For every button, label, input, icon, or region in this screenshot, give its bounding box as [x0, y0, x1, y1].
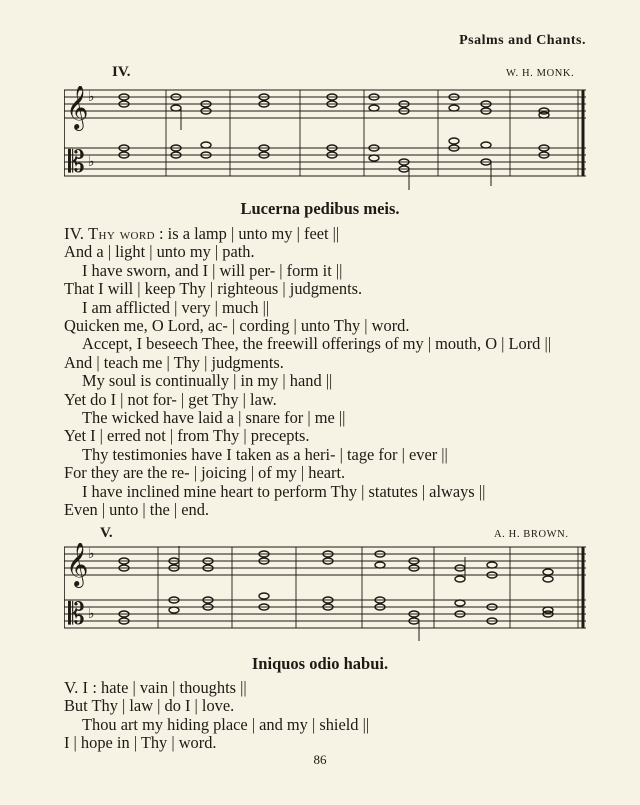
chant-iv-label: IV. [112, 64, 131, 80]
svg-text:♭: ♭ [88, 607, 95, 622]
svg-text:♭: ♭ [88, 90, 95, 105]
psalm-iv-first-words: Thy word [88, 224, 155, 243]
chant-v-label: V. [100, 525, 113, 541]
psalm-iv-first-line [64, 225, 604, 243]
svg-text:𝄞: 𝄞 [66, 86, 89, 129]
psalm-iv-verse-line: I have inclined mine heart to perform Thy | statutes | always || [82, 481, 486, 501]
svg-text:♭: ♭ [88, 547, 95, 562]
running-head: Psalms and Chants. [459, 33, 586, 48]
psalm-iv-title: Lucerna pedibus meis. [240, 199, 400, 218]
psalm-v-number: V. [64, 678, 79, 697]
psalm-iv-text [64, 225, 604, 520]
psalm-iv-verse-line: That I will | keep Thy | righteous | judgments. [64, 279, 363, 299]
chant-v-score [64, 543, 588, 643]
chant-v-music-notation [64, 543, 588, 643]
psalm-v-title: Iniquos odio habui. [251, 654, 389, 673]
psalm-iv-verse-line: Yet do I | not for- | get Thy | law. [64, 389, 277, 409]
psalm-iv-verse-line: The wicked have laid a | snare for | me || [82, 408, 346, 428]
psalm-iv-verse-line: My soul is continually | in my | hand || [82, 371, 333, 391]
psalm-v-verse-line: I | hope in | Thy | word. [64, 733, 217, 753]
psalm-iv-verse-line: Thy testimonies have I taken as a heri- | tage for | ever || [82, 444, 448, 464]
psalm-iv-number: IV. [64, 224, 84, 243]
psalm-v-verse-line: But Thy | law | do I | love. [64, 696, 235, 716]
psalm-iv-verse-line: And | teach me | Thy | judgments. [64, 352, 284, 372]
psalm-iv-first-line-rest: : is a lamp | unto my | feet || [154, 224, 340, 243]
psalm-iv-verse-line: Quicken me, O Lord, ac- | cording | unto Thy | word. [64, 316, 410, 336]
svg-text:𝄡: 𝄡 [68, 145, 85, 180]
chant-iv-score [64, 86, 588, 194]
psalm-iv-verse-line: And a | light | unto my | path. [64, 242, 255, 262]
psalm-iv-verse-line: Even | unto | the | end. [64, 500, 210, 520]
svg-text:𝄞: 𝄞 [66, 543, 89, 586]
psalm-v-first-line [64, 679, 604, 697]
page-number: 86 [313, 752, 327, 767]
psalm-v-verse-line: Thou art my hiding place | and my | shield || [82, 714, 370, 734]
psalm-v-lines [64, 697, 604, 752]
chant-iv-music-notation [64, 86, 588, 194]
psalm-iv-verse-line: I have sworn, and I | will per- | form it || [82, 260, 343, 280]
psalm-iv-verse-line: For they are the re- | joicing | of my | heart. [64, 463, 346, 483]
chant-v-composer: A. H. BROWN. [494, 529, 569, 540]
chant-iv-composer: W. H. MONK. [506, 68, 575, 79]
psalm-iv-lines [64, 243, 604, 519]
psalm-iv-verse-line: I am afflicted | very | much || [82, 297, 270, 317]
svg-text:𝄡: 𝄡 [68, 597, 85, 632]
svg-text:♭: ♭ [88, 155, 95, 170]
psalm-iv-verse-line: Yet I | erred not | from Thy | precepts. [64, 426, 310, 446]
psalm-iv-verse-line: Accept, I beseech Thee, the freewill offerings of my | mouth, O | Lord || [82, 334, 552, 354]
psalm-v-first-words: I [82, 678, 89, 697]
psalm-v-first-line-rest: : hate | vain | thoughts || [88, 678, 247, 697]
psalm-v-text [64, 679, 604, 753]
